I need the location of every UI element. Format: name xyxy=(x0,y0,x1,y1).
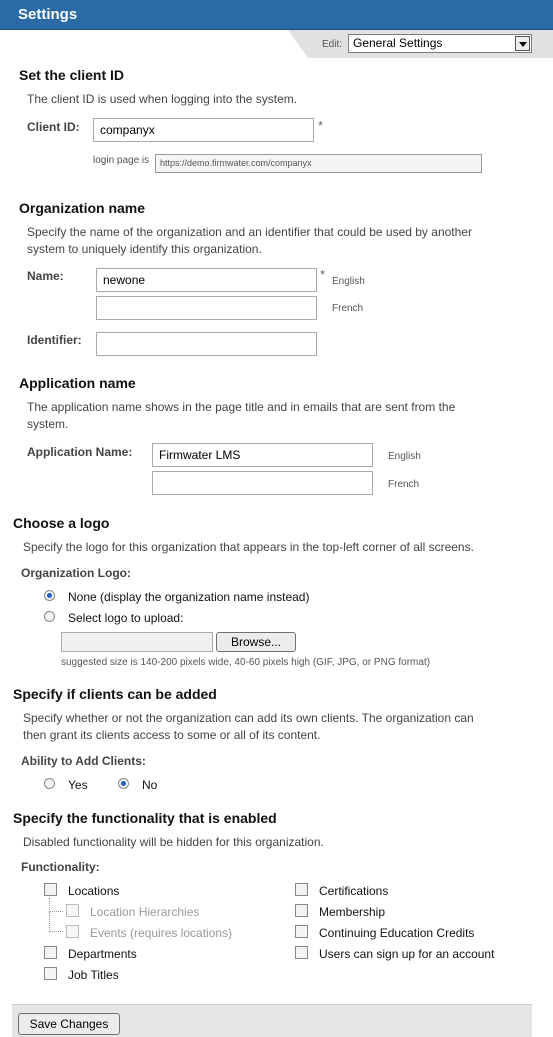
organization-logo-label: Organization Logo: xyxy=(21,566,131,580)
events-checkbox[interactable] xyxy=(66,925,79,938)
name-label: Name: xyxy=(27,269,64,283)
certifications-label[interactable]: Certifications xyxy=(319,884,389,898)
org-name-heading: Organization name xyxy=(19,200,146,216)
functionality-description: Disabled functionality will be hidden for this organization. xyxy=(23,835,324,849)
departments-label[interactable]: Departments xyxy=(68,947,137,961)
clients-description-1: Specify whether or not the organization can add its own clients. The organization can xyxy=(23,711,474,725)
logo-upload-label[interactable]: Select logo to upload: xyxy=(68,611,184,625)
app-name-description-2: system. xyxy=(27,417,69,431)
client-id-label: Client ID: xyxy=(27,120,80,134)
edit-select[interactable] xyxy=(348,34,532,53)
app-name-heading: Application name xyxy=(19,375,136,391)
client-id-field[interactable]: companyx xyxy=(93,118,314,142)
functionality-label: Functionality: xyxy=(21,860,100,874)
locations-checkbox[interactable] xyxy=(44,883,57,896)
browse-button[interactable]: Browse... xyxy=(216,632,296,652)
lang-english-label: English xyxy=(332,276,365,287)
certifications-checkbox[interactable] xyxy=(295,883,308,896)
login-url-field[interactable]: https://demo.firmwater.com/companyx xyxy=(155,154,482,173)
job-titles-label[interactable]: Job Titles xyxy=(68,968,119,982)
functionality-heading: Specify the functionality that is enabled xyxy=(13,810,277,826)
continuing-education-label[interactable]: Continuing Education Credits xyxy=(319,926,475,940)
logo-upload-radio[interactable] xyxy=(44,611,55,622)
login-page-label: login page is xyxy=(93,155,150,166)
org-name-description-1: Specify the name of the organization and an identifier that could be used by another xyxy=(27,225,472,239)
required-marker: * xyxy=(320,267,326,282)
continuing-education-checkbox[interactable] xyxy=(295,925,308,938)
clients-description-2: then grant its clients access to some or all of its content. xyxy=(23,728,321,742)
location-hierarchies-label: Location Hierarchies xyxy=(90,905,200,919)
clients-yes-label[interactable]: Yes xyxy=(68,778,88,792)
org-name-description-2: system to uniquely identify this organization. xyxy=(27,242,262,256)
job-titles-checkbox[interactable] xyxy=(44,967,57,980)
app-name-description-1: The application name shows in the page title and in emails that are sent from the xyxy=(27,400,456,414)
departments-checkbox[interactable] xyxy=(44,946,57,959)
lang-french-label: French xyxy=(332,303,364,314)
edit-label: Edit: xyxy=(322,39,343,50)
clients-no-label[interactable]: No xyxy=(142,778,158,792)
lang-english-label: English xyxy=(388,451,421,462)
chevron-down-icon[interactable] xyxy=(515,36,530,51)
clients-heading: Specify if clients can be added xyxy=(13,686,217,702)
lang-french-label: French xyxy=(388,479,420,490)
name-english-field[interactable]: newone xyxy=(96,268,317,292)
add-clients-label: Ability to Add Clients: xyxy=(21,754,146,768)
logo-file-field[interactable] xyxy=(61,632,213,652)
client-id-description: The client ID is used when logging into the system. xyxy=(27,92,298,106)
membership-checkbox[interactable] xyxy=(295,904,308,917)
clients-yes-radio[interactable] xyxy=(44,778,55,789)
title-bar xyxy=(0,0,553,30)
events-label: Events (requires locations) xyxy=(90,926,233,940)
logo-none-label[interactable]: None (display the organization name instead) xyxy=(68,590,310,604)
user-signup-label[interactable]: Users can sign up for an account xyxy=(319,947,495,961)
logo-description: Specify the logo for this organization that appears in the top-left corner of all screens. xyxy=(23,540,474,554)
logo-size-hint: suggested size is 140-200 pixels wide, 40-60 pixels high (GIF, JPG, or PNG format) xyxy=(61,657,431,668)
edit-select-value: General Settings xyxy=(353,36,443,50)
user-signup-checkbox[interactable] xyxy=(295,946,308,959)
identifier-field[interactable] xyxy=(96,332,317,356)
identifier-label: Identifier: xyxy=(27,333,82,347)
locations-label[interactable]: Locations xyxy=(68,884,120,898)
app-name-french-field[interactable] xyxy=(152,471,373,495)
clients-no-radio[interactable] xyxy=(118,778,129,789)
membership-label[interactable]: Membership xyxy=(319,905,386,919)
app-name-english-field[interactable]: Firmwater LMS xyxy=(152,443,373,467)
tree-connector xyxy=(49,912,63,932)
required-marker: * xyxy=(318,118,324,133)
logo-none-radio[interactable] xyxy=(44,590,55,601)
name-french-field[interactable] xyxy=(96,296,317,320)
save-changes-button[interactable]: Save Changes xyxy=(18,1013,120,1035)
tree-connector xyxy=(49,898,63,912)
app-name-label: Application Name: xyxy=(27,445,133,459)
client-id-heading: Set the client ID xyxy=(19,67,125,83)
page-title: Settings xyxy=(18,6,78,23)
logo-heading: Choose a logo xyxy=(13,515,110,531)
location-hierarchies-checkbox[interactable] xyxy=(66,904,79,917)
